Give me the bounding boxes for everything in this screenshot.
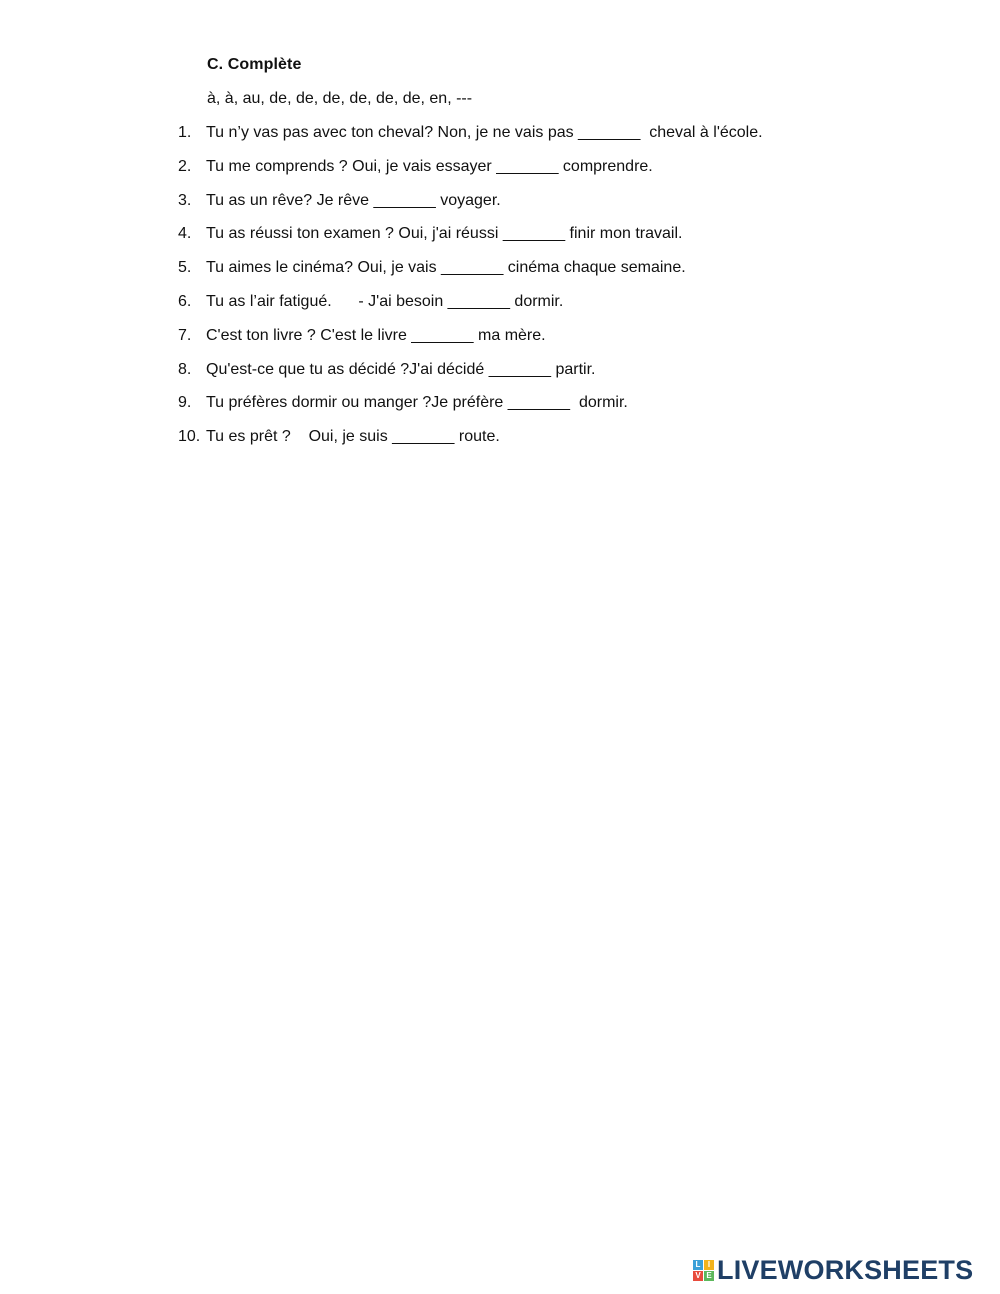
exercise-item <box>178 360 596 394</box>
item-number: 6. <box>178 292 192 310</box>
exercise-item <box>178 191 501 225</box>
liveworksheets-logo <box>693 1255 973 1286</box>
item-text: Tu aimes le cinéma? Oui, je vais _______ cinéma chaque semaine. <box>206 259 686 277</box>
exercise-item <box>178 258 686 292</box>
logo-tile: V <box>693 1271 703 1281</box>
section-heading: C. Complète <box>207 56 302 73</box>
item-text: C'est ton livre ? C'est le livre _______ ma mère. <box>206 326 546 344</box>
item-number: 8. <box>178 360 192 378</box>
item-number: 9. <box>178 394 192 412</box>
exercise-item <box>178 224 683 258</box>
item-number: 2. <box>178 157 192 175</box>
item-number: 10. <box>178 428 201 446</box>
item-text: Tu as l’air fatigué. - J'ai besoin _______ dormir. <box>206 292 564 310</box>
logo-mark-icon <box>693 1260 714 1281</box>
item-number: 1. <box>178 124 192 141</box>
exercise-list <box>178 123 763 461</box>
logo-tile: L <box>693 1260 703 1270</box>
item-text: Tu n’y vas pas avec ton cheval? Non, je ne vais pas _______ cheval à l'école. <box>206 124 763 141</box>
exercise-item <box>178 292 564 326</box>
item-number: 5. <box>178 259 192 277</box>
item-text: Tu as réussi ton examen ? Oui, j'ai réussi _______ finir mon travail. <box>206 225 683 243</box>
item-text: Tu préfères dormir ou manger ?Je préfère _______ dormir. <box>206 394 628 412</box>
exercise-item <box>178 326 546 360</box>
item-number: 4. <box>178 225 192 243</box>
item-text: Tu es prêt ? Oui, je suis _______ route. <box>206 428 500 446</box>
logo-text: LIVEWORKSHEETS <box>717 1255 974 1285</box>
logo-tile: E <box>704 1271 714 1281</box>
exercise-item <box>178 427 500 461</box>
exercise-item <box>178 157 653 191</box>
logo-tile: I <box>704 1260 714 1270</box>
word-bank: à, à, au, de, de, de, de, de, de, en, --- <box>207 90 473 107</box>
exercise-item <box>178 123 763 157</box>
item-number: 7. <box>178 326 192 344</box>
exercise-item <box>178 393 628 427</box>
item-number: 3. <box>178 191 192 209</box>
item-text: Qu'est-ce que tu as décidé ?J'ai décidé _______ partir. <box>206 360 596 378</box>
item-text: Tu me comprends ? Oui, je vais essayer _______ comprendre. <box>206 157 653 175</box>
item-text: Tu as un rêve? Je rêve _______ voyager. <box>206 191 501 209</box>
